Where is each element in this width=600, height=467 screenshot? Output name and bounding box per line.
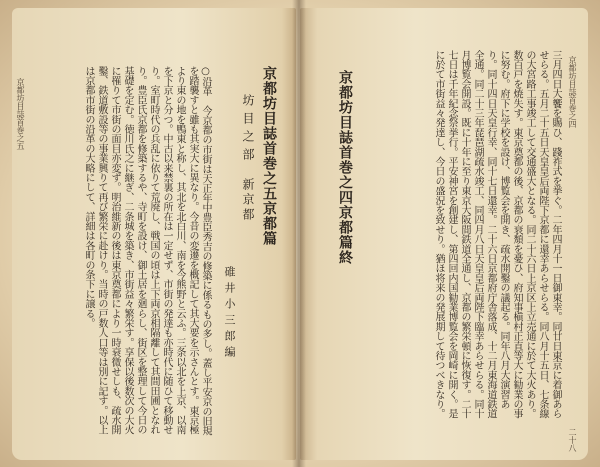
section-label: 坊目之部 xyxy=(241,94,255,166)
right-body-text: 三月四日大饗を賜ひ、踐祚式を挙ぐ。二年四月十一日御東幸。同廿日東京に着御あらせらる。五月二十五日天皇皇后両陛下京都に還幸あらせらる。同八月十五日、七条線の大宮路工事竣工して交通盛大となる。同二十六日上京区上立売通に於て大火あり。数百戸を焼失す。東京奠都の後、京都の衰頽を憂ひ、府知事槇村正直等大に勧業の事に努む。府下に学校を設け、博覧会を開き、疏水開鑿の議起る。同年八月大演習あり。同十四日天皇行幸、同十七日還幸。二十六日京都府庁舎落成、十二月東海道鉄道全通。同二十三年琵琶湖疏水竣工、同四月八日天皇皇后両陛下臨幸あらせらる。同十月博覧会開設。既に十年に至り東京大阪間鉄道全通し、京都の繁栄頓に恢復す。二十七日は千年紀念祭挙行。平安神宮を創建し、第四回内国勧業博覧会を岡崎に開く。是に於て市街益々発達し、今日の盛況を致せり。猶ほ将来の発展期して待つべきなり。 xyxy=(433,50,561,419)
left-page xyxy=(12,8,296,460)
left-body-text: ○沿革 今京都の市街は天正年中豊臣秀吉の修築に係るもの多し。蓋し平安京の旧規を踏襲すと雖も其実大に異なり。今昔の変遷を概記して其大要を示さんとす。東京極より東の地を鴨東と称し、其北を北白川、南を今熊野と云ふ。三条以北を上京、以南を下京と分つ。中古以来禁裏の所在は一定せず、市街の発達も亦時代に随ひて移動せり。室町時代の兵乱に依りて荒廃し、戦国の頃は上下両京相隔離して其間田圃となれり。豊臣氏京都を修築するや、寺町を設け、御土居を廻らし、街区を整理して今日の基礎を定む。徳川氏之に継ぎ、二条城を築き、市街益々繁栄す。享保以後数次の大火に罹りて市街の面目亦変ず。明治維新の後は東京奠都により一時衰微せしも、疏水開鑿、鉄道敷設等の事業興りて再び繁栄に赴けり。当時の戸数人口等は別に記す。以上は京都市街の沿革の大略にして、詳細は各町の条下に譲る。 xyxy=(83,66,211,436)
closing-title: 京都坊目誌首巻之四京都篇終 xyxy=(337,70,353,265)
author-name: 碓井小三郎編 xyxy=(223,266,236,362)
left-running-head: 京都坊目誌首巻之五 xyxy=(16,78,25,150)
page-number: 二十八 xyxy=(568,428,577,452)
book-gutter xyxy=(292,0,306,467)
chapter-title: 京都坊目誌首巻之五京都篇 xyxy=(261,66,277,246)
section-sub: 新京都 xyxy=(241,178,255,223)
right-running-head: 京都坊目誌首巻之四 xyxy=(568,56,577,128)
right-page xyxy=(300,8,588,460)
